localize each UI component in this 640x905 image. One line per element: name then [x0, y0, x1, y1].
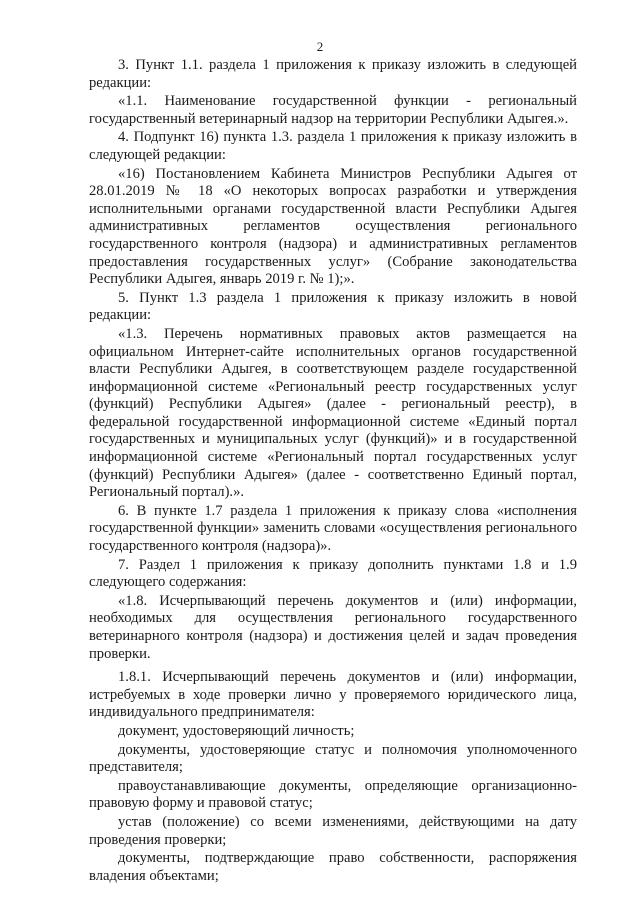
list-item-ownership-documents: документы, подтверждающие право собственности, распоряжения владения объектами;	[89, 850, 577, 884]
list-item-charter: устав (положение) со всеми изменениями, действующими на дату проведения проверки;	[89, 813, 577, 848]
paragraph-item-3: 3. Пункт 1.1. раздела 1 приложения к приказу изложить в следующей редакции:	[89, 57, 577, 91]
list-item-title-documents: правоустанавливающие документы, определяющие организационно-правовую форму и правовой статус;	[89, 777, 577, 812]
paragraph-item-1-1-text: «1.1. Наименование государственной функции - региональный государственный ветеринарный надзор на территории Республики Адыгея.».	[89, 93, 577, 127]
paragraph-item-1-8-1-text: 1.8.1. Исчерпывающий перечень документов и (или) информации, истребуемых в ходе проверки лично у проверяемого юридического лица, индивидуального предпринимателя:	[89, 669, 577, 721]
document-body	[89, 57, 577, 885]
paragraph-item-6: 6. В пункте 1.7 раздела 1 приложения к приказу слова «исполнения государственной функции» заменить словами «осуществления регионального государственного контроля (надзора)».	[89, 502, 577, 555]
paragraph-item-4: 4. Подпункт 16) пункта 1.3. раздела 1 приложения к приказу изложить в следующей редакции:	[89, 129, 577, 163]
paragraph-item-1-3-text: «1.3. Перечень нормативных правовых актов размещается на официальном Интернет-сайте исполнительных органов государственной власти Республики Адыгея, в соответствующем разделе государственной информационной системе «Региональный реестр государственных услуг (функций) Республики Адыгея» (далее - региональный реестр), в федеральной государственной информационной системе «Единый портал государственных и муниципальных услуг (функций)» и в государственной информационной системе «Региональный портал государственных услуг (функций) Республики Адыгея» (далее - соответственно Единый портал, Региональный портал).».	[89, 325, 577, 501]
list-item-representative-documents: документы, удостоверяющие статус и полномочия уполномоченного представителя;	[89, 741, 577, 776]
page-number: 2	[316, 39, 324, 54]
list-item-identity-document: документ, удостоверяющий личность;	[118, 722, 355, 739]
paragraph-item-1-8-text: «1.8. Исчерпывающий перечень документов и (или) информации, необходимых для осуществления регионального государственного ветеринарного контроля (надзора) и достижения целей и задач проведения проверки.	[89, 592, 577, 662]
paragraph-item-5: 5. Пункт 1.3 раздела 1 приложения к приказу изложить в новой редакции:	[89, 289, 577, 324]
paragraph-subitem-16-text: «16) Постановлением Кабинета Министров Республики Адыгея от 28.01.2019 № 18 «О некоторых вопросах разработки и утверждения исполнительными органами государственной власти Республики Адыгея административных регламентов осуществления регионального государственного контроля (надзора) и административных регламентов предоставления государственных услуг» (Собрание законодательства Республики Адыгея, январь 2019 г. № 1);».	[89, 165, 577, 288]
paragraph-item-7: 7. Раздел 1 приложения к приказу дополнить пунктами 1.8 и 1.9 следующего содержания:	[89, 556, 577, 591]
